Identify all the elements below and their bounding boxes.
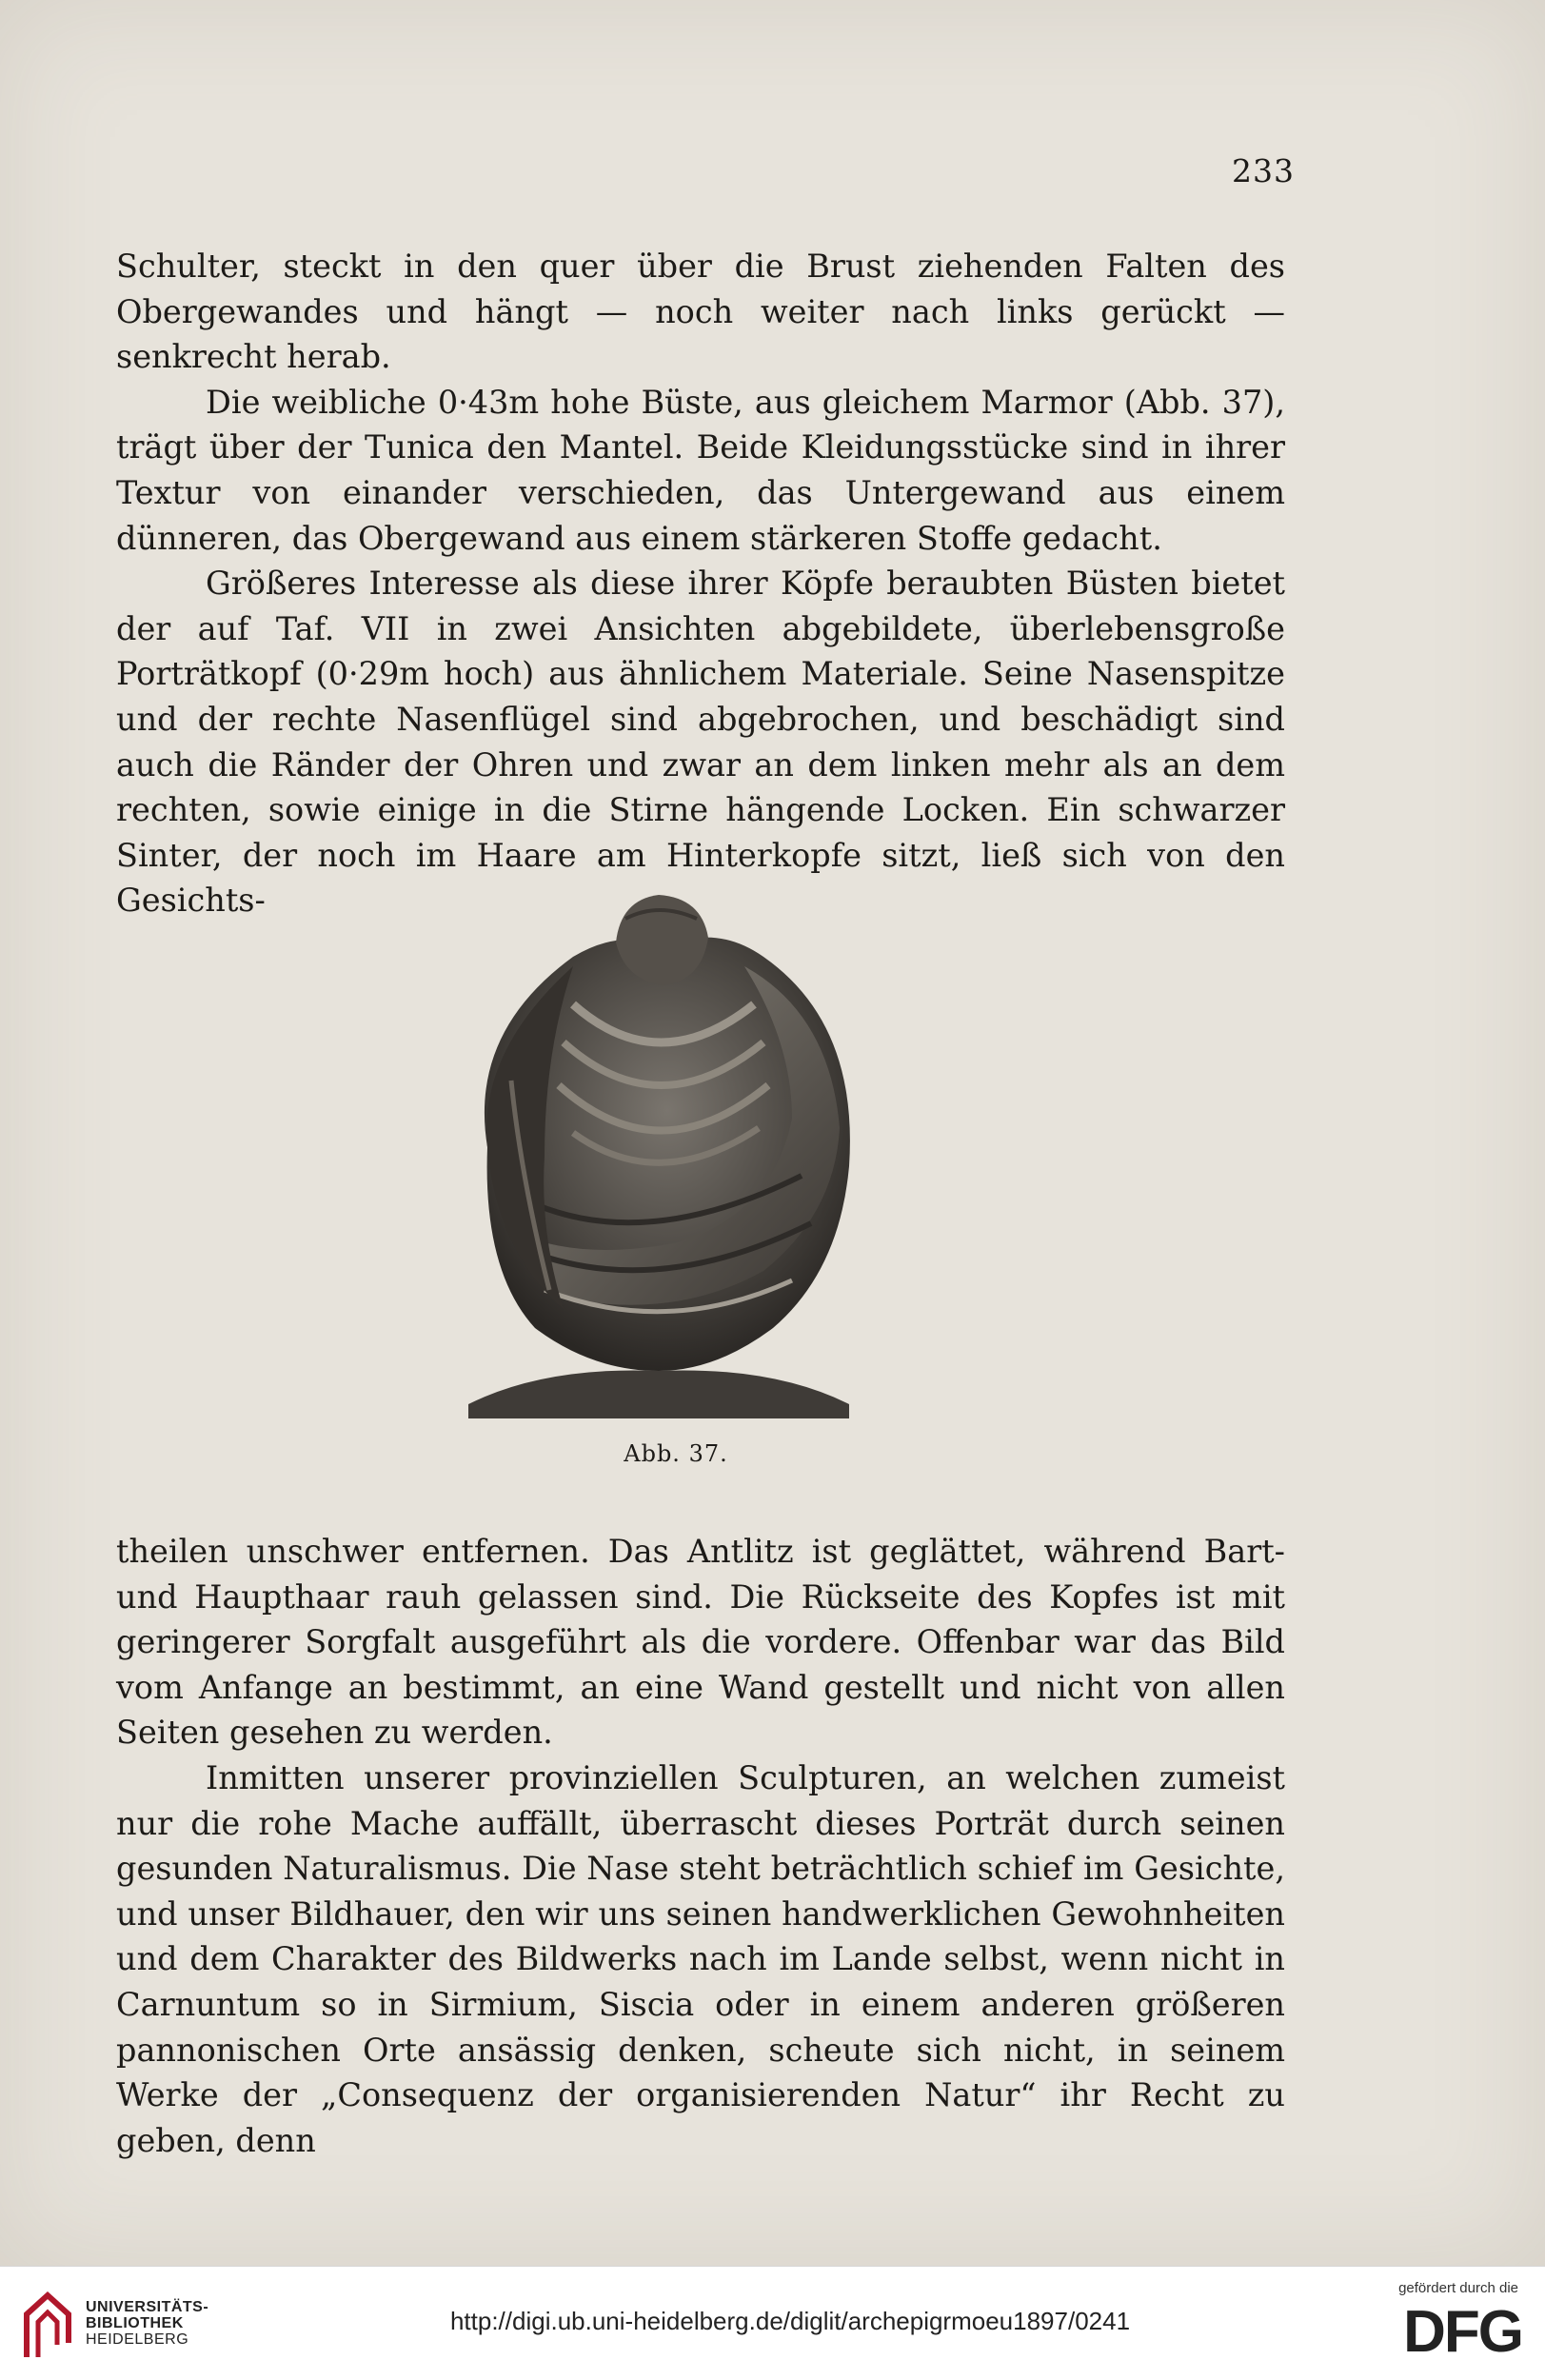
paragraph: Inmitten unserer provinziellen Sculpturen, an welchen zumeist nur die rohe Mache auffällt, überrascht dieses Porträt durch seinen gesunden Naturalismus. Die Nase steht beträchtlich schief im Gesichte, und unser Bildhauer, den wir uns seinen handwerklichen Gewohnheiten und dem Charakter des Bildwerks nach im Lande selbst, wenn nicht in Carnuntum so in Sirmium, Siscia oder in einem anderen größeren pannonischen Orte ansässig denken, scheute sich nicht, in seinem Werke der „Consequenz der organisierenden Natur“ ihr Recht zu geben, denn — [116, 1758, 1285, 2159]
paragraph: Schulter, steckt in den quer über die Brust ziehenden Falten des Obergewandes und hängt — noch weiter nach links gerückt — senkrecht herab. — [116, 248, 1285, 376]
library-name-line: BIBLIOTHEK — [86, 2315, 184, 2331]
bust-illustration — [430, 890, 887, 1418]
university-library-logo-icon — [19, 2286, 78, 2362]
funding-note: gefördert durch die — [1398, 2280, 1518, 2296]
paragraph: Die weibliche 0·43m hohe Büste, aus gleichem Marmor (Abb. 37), trägt über der Tunica den Mantel. Beide Kleidungsstücke sind in ihrer Textur von einander verschieden, das Untergewand aus einem dünneren, das Obergewand aus einem stärkeren Stoffe gedacht. — [116, 383, 1285, 557]
library-name-line: UNIVERSITÄTS- — [86, 2299, 209, 2315]
body-text-bottom — [116, 1529, 1285, 2163]
library-name-line: HEIDELBERG — [86, 2331, 189, 2348]
dfg-logo: DFG — [1403, 2299, 1522, 2365]
bust-figure — [430, 890, 887, 1418]
paragraph: Größeres Interesse als diese ihrer Köpfe beraubten Büsten bietet der auf Taf. VII in zwei Ansichten abgebildete, überlebensgroße Porträtkopf (0·29m hoch) aus ähnlichem Materiale. Seine Nasenspitze und der rechte Nasenflügel sind abgebrochen, und beschädigt sind auch die Ränder der Ohren und zwar an dem linken mehr als an dem rechten, sowie einige in die Stirne hängende Locken. Ein schwarzer Sinter, der noch im Haare am Hinterkopfe sitzt, ließ sich von den Gesichts- — [116, 565, 1285, 920]
paragraph: theilen unschwer entfernen. Das Antlitz ist geglättet, während Bart- und Haupthaar rauh gelassen sind. Die Rückseite des Kopfes ist mit geringerer Sorgfalt ausgeführt als die vordere. Offenbar war das Bild vom Anfange an bestimmt, an eine Wand gestellt und nicht von allen Seiten gesehen zu werden. — [116, 1533, 1285, 1752]
permalink[interactable]: http://digi.ub.uni-heidelberg.de/diglit/archepigrmoeu1897/0241 — [449, 2307, 1131, 2335]
page-number: 233 — [1232, 152, 1295, 189]
footer-bar — [0, 2266, 1545, 2380]
body-text-top — [116, 244, 1285, 923]
library-name — [86, 2299, 208, 2348]
figure-caption: Abb. 37. — [624, 1440, 728, 1467]
